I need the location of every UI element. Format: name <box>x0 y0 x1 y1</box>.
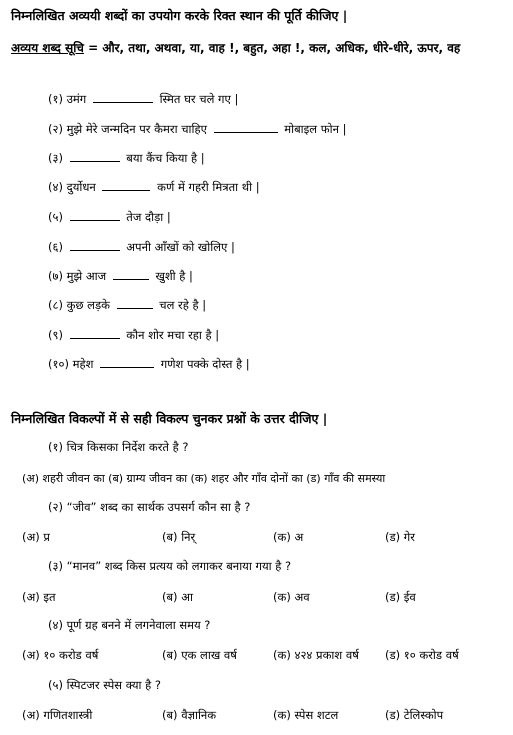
item-number: (४) <box>48 180 63 194</box>
question-1: (१) चित्र किसका निर्देश करते है ? <box>48 440 189 454</box>
item-after: स्मित घर चले गए | <box>159 92 239 106</box>
item-after: मोबाइल फोन | <box>284 122 347 136</box>
item-before: उमंग <box>66 92 87 106</box>
section2-heading: निम्नलिखित विकल्पों में से सही विकल्प चुनकर प्रश्नों के उत्तर दीजिए | <box>11 411 328 426</box>
q4-option-d[interactable]: (ड) १० करोड वर्ष <box>385 648 459 662</box>
item-number: (५) <box>48 210 63 224</box>
question-2: (२) “जीव” शब्द का सार्थक उपसर्ग कौन सा है ? <box>48 500 251 514</box>
fill-item-5 <box>48 210 171 225</box>
blank-line[interactable] <box>113 269 149 280</box>
fill-item-10 <box>48 357 250 372</box>
item-number: (६) <box>48 240 63 254</box>
q5-option-b[interactable]: (ब) वैज्ञानिक <box>162 708 217 722</box>
blank-line[interactable] <box>70 210 120 221</box>
item-after: तेज दौड़ा | <box>126 210 171 224</box>
item-before: दुर्योधन <box>66 180 96 194</box>
item-after: गणेश पक्के दोस्त है | <box>160 357 250 371</box>
item-after: कौन शोर मचा रहा है | <box>126 328 220 342</box>
item-number: (९) <box>48 328 63 342</box>
item-after: कर्ण में गहरी मित्रता थी | <box>157 180 260 194</box>
q4-option-c[interactable]: (क) ४२४ प्रकाश वर्ष <box>273 648 359 662</box>
word-list <box>11 39 460 56</box>
q2-option-c[interactable]: (क) अ <box>273 530 304 544</box>
item-after: अपनी आँखों को खोलिए | <box>126 240 235 254</box>
item-number: (३) <box>48 151 63 165</box>
q2-option-b[interactable]: (ब) निर् <box>162 530 196 544</box>
blank-line[interactable] <box>117 298 153 309</box>
item-before: कुछ लड़के <box>66 298 110 312</box>
q3-option-a[interactable]: (अ) इत <box>22 590 56 604</box>
fill-item-7 <box>48 269 193 284</box>
fill-item-9 <box>48 328 219 343</box>
blank-line[interactable] <box>102 180 150 191</box>
item-after: चल रहे है | <box>159 298 207 312</box>
item-number: (१०) <box>48 357 69 371</box>
fill-item-6 <box>48 240 235 255</box>
fill-item-3 <box>48 151 205 166</box>
blank-line[interactable] <box>70 151 120 162</box>
blank-line[interactable] <box>100 357 154 368</box>
q3-option-c[interactable]: (क) अव <box>273 590 310 604</box>
item-number: (१) <box>48 92 63 106</box>
item-number: (८) <box>48 298 63 312</box>
fill-item-1 <box>48 92 238 107</box>
q4-option-a[interactable]: (अ) १० करोड वर्ष <box>22 648 99 662</box>
q3-option-b[interactable]: (ब) आ <box>162 590 193 604</box>
item-after: खुशी है | <box>155 269 193 283</box>
q5-option-c[interactable]: (क) स्पेस शटल <box>273 708 339 722</box>
fill-item-8 <box>48 298 206 313</box>
item-number: (७) <box>48 269 63 283</box>
item-after: बया कैंच किया है | <box>126 151 205 165</box>
q5-option-a[interactable]: (अ) गणितशास्त्री <box>22 708 93 722</box>
fill-item-2 <box>48 122 347 137</box>
q2-option-a[interactable]: (अ) प्र <box>22 530 50 544</box>
word-list-label: अव्यय शब्द सूचि <box>11 41 84 55</box>
question-1-options: (अ) शहरी जीवन का (ब) ग्राम्य जीवन का (क) शहर और गाँव दोनों का (ड) गाँव की समस्या <box>22 472 386 485</box>
q4-option-b[interactable]: (ब) एक लाख वर्ष <box>162 648 237 662</box>
question-4: (४) पूर्ण ग्रह बनने में लगनेवाला समय ? <box>48 618 211 632</box>
q5-option-d[interactable]: (ड) टेलिस्कोप <box>385 708 444 722</box>
blank-line[interactable] <box>70 328 120 339</box>
fill-item-4 <box>48 180 260 195</box>
q2-option-d[interactable]: (ड) गेर <box>385 530 415 544</box>
question-3: (३) “मानव” शब्द किस प्रत्यय को लगाकर बनाया गया है ? <box>48 559 292 573</box>
item-before: मुझे मेरे जन्मदिन पर कैमरा चाहिए <box>66 122 207 136</box>
q3-option-d[interactable]: (ड) ईव <box>385 590 416 604</box>
blank-line[interactable] <box>93 92 153 103</box>
section1-heading: निम्नलिखित अव्ययी शब्दों का उपयोग करके रिक्त स्थान की पूर्ति कीजिए | <box>11 8 348 23</box>
item-before: मुझे आज <box>66 269 107 283</box>
question-5: (५) स्पिटजर स्पेस क्या है ? <box>48 678 162 692</box>
item-before: महेश <box>72 357 94 371</box>
word-list-values: = और, तथा, अथवा, या, वाह !, बहुत, अहा !, कल, अधिक, धीरे-धीरे, ऊपर, वह <box>83 41 461 55</box>
blank-line[interactable] <box>214 122 278 133</box>
item-number: (२) <box>48 122 63 136</box>
blank-line[interactable] <box>70 240 120 251</box>
